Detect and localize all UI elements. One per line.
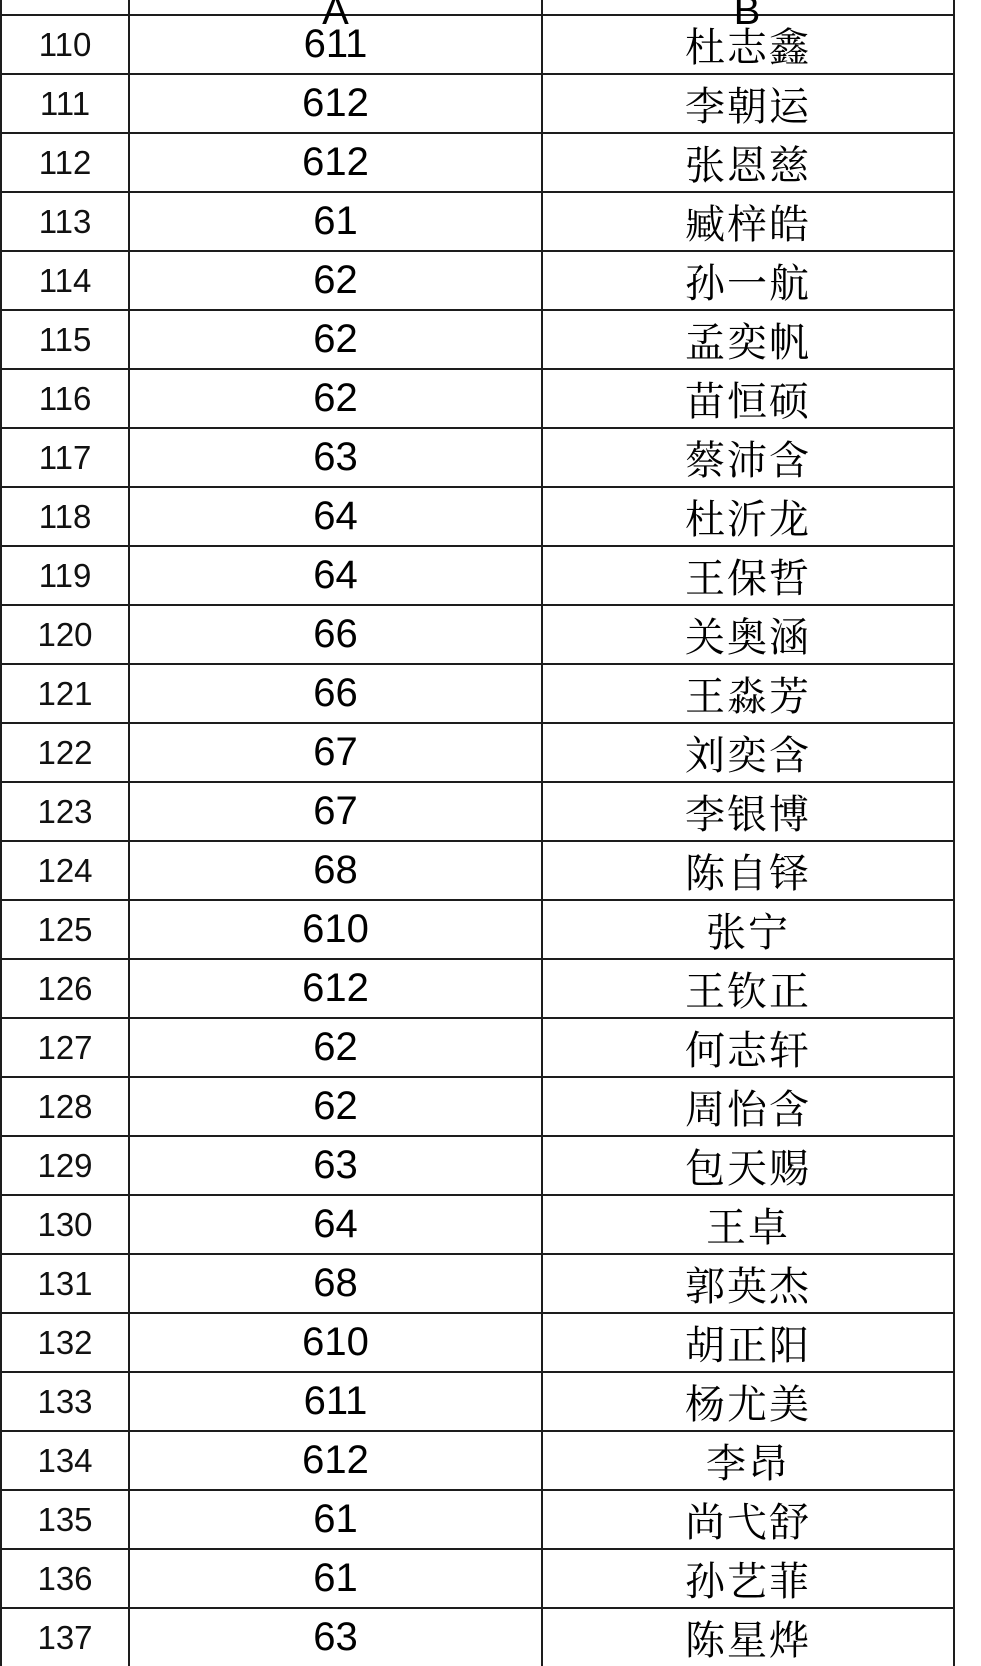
cell-b[interactable]: 关奥涵 (542, 605, 954, 664)
cell-b[interactable]: 李朝运 (542, 74, 954, 133)
table-row[interactable] (1, 1608, 954, 1666)
cell-a[interactable]: 61 (129, 1549, 542, 1608)
row-header[interactable]: 131 (1, 1254, 129, 1313)
row-header[interactable]: 135 (1, 1490, 129, 1549)
column-header-a[interactable] (129, 0, 542, 15)
cell-a[interactable]: 61 (129, 1490, 542, 1549)
cell-a[interactable]: 612 (129, 74, 542, 133)
table-row[interactable] (1, 251, 954, 310)
row-header[interactable]: 130 (1, 1195, 129, 1254)
cell-b[interactable]: 孙艺菲 (542, 1549, 954, 1608)
cell-a[interactable]: 611 (129, 1372, 542, 1431)
cell-a[interactable]: 67 (129, 723, 542, 782)
table-row[interactable] (1, 133, 954, 192)
row-header[interactable]: 123 (1, 782, 129, 841)
table-row[interactable] (1, 782, 954, 841)
row-header[interactable]: 113 (1, 192, 129, 251)
table-row[interactable] (1, 192, 954, 251)
row-header[interactable]: 120 (1, 605, 129, 664)
cell-b[interactable]: 张宁 (542, 900, 954, 959)
row-header[interactable]: 119 (1, 546, 129, 605)
table-row[interactable] (1, 1195, 954, 1254)
row-header[interactable]: 128 (1, 1077, 129, 1136)
cell-b[interactable]: 何志轩 (542, 1018, 954, 1077)
cell-b[interactable]: 李银博 (542, 782, 954, 841)
row-header[interactable]: 125 (1, 900, 129, 959)
cell-b[interactable]: 胡正阳 (542, 1313, 954, 1372)
cell-b[interactable]: 苗恒硕 (542, 369, 954, 428)
row-header[interactable]: 133 (1, 1372, 129, 1431)
table-row[interactable] (1, 664, 954, 723)
cell-a[interactable]: 64 (129, 546, 542, 605)
corner-header[interactable] (1, 0, 129, 15)
cell-a[interactable]: 61 (129, 192, 542, 251)
row-header[interactable]: 134 (1, 1431, 129, 1490)
cell-b[interactable]: 王淼芳 (542, 664, 954, 723)
cell-a[interactable]: 610 (129, 1313, 542, 1372)
cell-b[interactable]: 尚弋舒 (542, 1490, 954, 1549)
table-row[interactable] (1, 723, 954, 782)
row-header[interactable]: 112 (1, 133, 129, 192)
cell-a[interactable]: 612 (129, 1431, 542, 1490)
cell-a[interactable]: 612 (129, 959, 542, 1018)
cell-b[interactable]: 杨尤美 (542, 1372, 954, 1431)
cell-a[interactable]: 63 (129, 1608, 542, 1666)
row-header[interactable]: 110 (1, 15, 129, 74)
row-header[interactable]: 137 (1, 1608, 129, 1666)
table-row[interactable] (1, 841, 954, 900)
cell-b[interactable]: 周怡含 (542, 1077, 954, 1136)
cell-a[interactable]: 63 (129, 428, 542, 487)
cell-b[interactable]: 孟奕帆 (542, 310, 954, 369)
table-row[interactable] (1, 1549, 954, 1608)
row-header[interactable]: 111 (1, 74, 129, 133)
cell-b[interactable]: 李昂 (542, 1431, 954, 1490)
table-row[interactable] (1, 546, 954, 605)
row-header[interactable]: 122 (1, 723, 129, 782)
row-header[interactable]: 116 (1, 369, 129, 428)
row-header[interactable]: 129 (1, 1136, 129, 1195)
row-header[interactable]: 115 (1, 310, 129, 369)
cell-a[interactable]: 611 (129, 15, 542, 74)
table-row[interactable] (1, 1431, 954, 1490)
table-row[interactable] (1, 1313, 954, 1372)
column-header-b[interactable] (542, 0, 954, 15)
table-row[interactable] (1, 1018, 954, 1077)
row-header[interactable]: 127 (1, 1018, 129, 1077)
cell-b[interactable]: 孙一航 (542, 251, 954, 310)
cell-a[interactable]: 62 (129, 369, 542, 428)
table-row[interactable] (1, 428, 954, 487)
table-row[interactable] (1, 310, 954, 369)
row-header[interactable]: 121 (1, 664, 129, 723)
cell-b[interactable]: 杜沂龙 (542, 487, 954, 546)
cell-a[interactable]: 68 (129, 841, 542, 900)
cell-a[interactable]: 62 (129, 310, 542, 369)
cell-a[interactable]: 62 (129, 1077, 542, 1136)
cell-a[interactable]: 64 (129, 1195, 542, 1254)
cell-b[interactable]: 包天赐 (542, 1136, 954, 1195)
row-header[interactable]: 132 (1, 1313, 129, 1372)
cell-b[interactable]: 郭英杰 (542, 1254, 954, 1313)
cell-a[interactable]: 612 (129, 133, 542, 192)
table-row[interactable] (1, 369, 954, 428)
cell-a[interactable]: 610 (129, 900, 542, 959)
row-header[interactable]: 118 (1, 487, 129, 546)
row-header[interactable]: 124 (1, 841, 129, 900)
column-header-row (1, 0, 954, 15)
table-row[interactable] (1, 1077, 954, 1136)
table-row[interactable] (1, 1372, 954, 1431)
table-row[interactable] (1, 900, 954, 959)
table-body (1, 0, 954, 1666)
cell-b[interactable]: 蔡沛含 (542, 428, 954, 487)
cell-a[interactable]: 66 (129, 664, 542, 723)
cell-a[interactable]: 67 (129, 782, 542, 841)
row-header[interactable]: 117 (1, 428, 129, 487)
table-row[interactable] (1, 959, 954, 1018)
table-row[interactable] (1, 15, 954, 74)
cell-b[interactable]: 臧梓皓 (542, 192, 954, 251)
cell-b[interactable]: 王保哲 (542, 546, 954, 605)
table-row[interactable] (1, 1136, 954, 1195)
cell-a[interactable]: 63 (129, 1136, 542, 1195)
table-row[interactable] (1, 487, 954, 546)
cell-a[interactable]: 66 (129, 605, 542, 664)
cell-a[interactable]: 62 (129, 1018, 542, 1077)
cell-b[interactable]: 陈自铎 (542, 841, 954, 900)
cell-b[interactable]: 王钦正 (542, 959, 954, 1018)
table-row[interactable] (1, 1254, 954, 1313)
table-row[interactable] (1, 605, 954, 664)
cell-b[interactable]: 陈星烨 (542, 1608, 954, 1666)
cell-b[interactable]: 刘奕含 (542, 723, 954, 782)
row-header[interactable]: 114 (1, 251, 129, 310)
cell-a[interactable]: 64 (129, 487, 542, 546)
cell-b[interactable]: 张恩慈 (542, 133, 954, 192)
row-header[interactable]: 126 (1, 959, 129, 1018)
cell-a[interactable]: 62 (129, 251, 542, 310)
cell-b[interactable]: 杜志鑫 (542, 15, 954, 74)
cell-a[interactable]: 68 (129, 1254, 542, 1313)
cell-b[interactable]: 王卓 (542, 1195, 954, 1254)
table-row[interactable] (1, 1490, 954, 1549)
table-row[interactable] (1, 74, 954, 133)
row-header[interactable]: 136 (1, 1549, 129, 1608)
